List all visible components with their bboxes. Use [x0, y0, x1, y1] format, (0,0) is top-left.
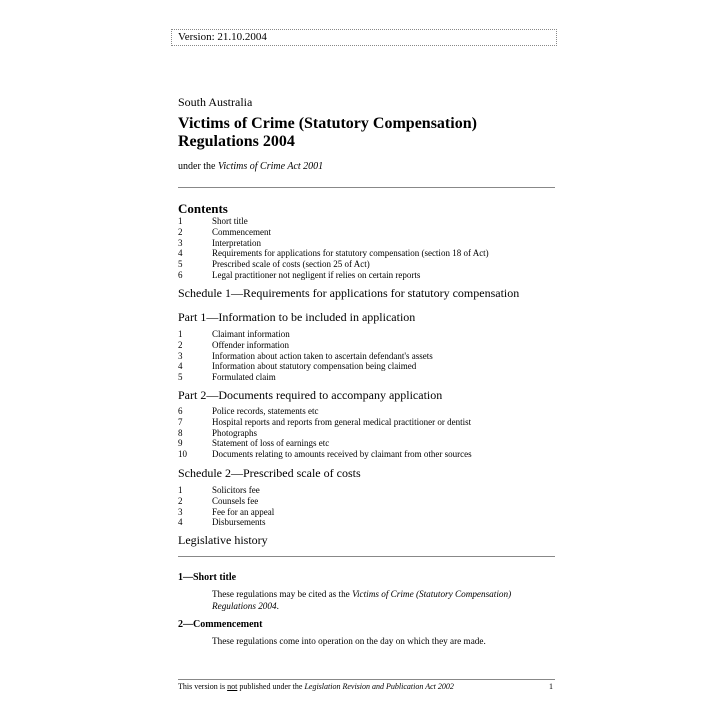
toc-part-1-list	[178, 329, 433, 383]
toc-entry[interactable]	[178, 238, 489, 249]
footer-middle: published under the	[237, 682, 305, 691]
toc-entry-number: 5	[178, 372, 183, 383]
section-2-heading: 2—Commencement	[178, 619, 263, 630]
version-box	[171, 29, 557, 46]
toc-entry-number: 4	[178, 248, 183, 259]
toc-entry[interactable]	[178, 485, 274, 496]
toc-legislative-history[interactable]: Legislative history	[178, 533, 268, 547]
contents-heading: Contents	[178, 201, 228, 216]
toc-entry-number: 1	[178, 485, 183, 495]
toc-entry-title: Counsels fee	[212, 495, 259, 506]
enabling-act-name: Victims of Crime Act 2001	[218, 161, 324, 172]
toc-schedule-1-heading[interactable]: Schedule 1—Requirements for applications for statutory compensation	[178, 286, 520, 300]
toc-entry-number: 6	[178, 406, 183, 416]
jurisdiction-label: South Australia	[178, 95, 253, 109]
toc-entry[interactable]	[178, 329, 433, 340]
toc-entry[interactable]	[178, 496, 274, 507]
section-1-body	[212, 588, 552, 612]
toc-entry-number: 7	[178, 416, 183, 427]
page-number: 1	[549, 682, 553, 691]
toc-entry-number: 1	[178, 216, 183, 226]
toc-entry-title: Formulated claim	[212, 372, 276, 383]
toc-entry-title: Disbursements	[212, 517, 266, 528]
toc-entry[interactable]	[178, 259, 489, 270]
toc-entry-number: 3	[178, 237, 183, 248]
toc-entry-title: Prescribed scale of costs (section 25 of Act)	[212, 259, 370, 270]
footer-act-name: Legislation Revision and Publication Act 2002	[304, 682, 454, 691]
toc-entry-number: 9	[178, 438, 183, 449]
footer-prefix: This version is	[178, 682, 228, 691]
toc-part-1-heading[interactable]: Part 1—Information to be included in application	[178, 310, 416, 324]
toc-entry-number: 10	[178, 449, 187, 460]
toc-entry-title: Hospital reports and reports from general medical practitioner or dentist	[212, 416, 472, 427]
toc-entry[interactable]	[178, 428, 472, 439]
section-2-body: These regulations come into operation on the day on which they are made.	[212, 636, 486, 646]
toc-entry[interactable]	[178, 507, 274, 518]
toc-entry[interactable]	[178, 449, 472, 460]
under-prefix: under the	[178, 161, 218, 172]
toc-schedule-2-heading[interactable]: Schedule 2—Prescribed scale of costs	[178, 466, 361, 480]
toc-entry-number: 2	[178, 495, 183, 506]
toc-entry-title: Offender information	[212, 339, 290, 350]
toc-part-2-list	[178, 406, 472, 460]
toc-entry-number: 1	[178, 329, 183, 339]
footer-not: not	[227, 682, 238, 691]
section-1-citation: Victims of Crime (Statutory Compensation) Regulations 2004	[212, 589, 512, 611]
section-1-text-prefix: These regulations may be cited as the	[212, 589, 353, 599]
enabling-act-line	[178, 161, 323, 172]
toc-entry-title: Interpretation	[212, 237, 261, 248]
toc-entry-title: Claimant information	[212, 329, 290, 339]
toc-schedule-2-list	[178, 485, 274, 528]
toc-entry[interactable]	[178, 438, 472, 449]
toc-main-list	[178, 216, 489, 281]
toc-entry[interactable]	[178, 340, 433, 351]
toc-entry[interactable]	[178, 417, 472, 428]
toc-entry-title: Commencement	[212, 226, 271, 237]
toc-entry[interactable]	[178, 270, 489, 281]
toc-entry-title: Fee for an appeal	[212, 506, 275, 517]
toc-entry[interactable]	[178, 406, 472, 417]
toc-entry-number: 4	[178, 517, 183, 528]
toc-entry[interactable]	[178, 517, 274, 528]
toc-entry-title: Documents relating to amounts received by claimant from other sources	[212, 449, 472, 460]
toc-entry-title: Short title	[212, 216, 248, 226]
document-title	[178, 115, 558, 151]
toc-entry-title: Information about statutory compensation being claimed	[212, 361, 417, 372]
toc-entry[interactable]	[178, 361, 433, 372]
toc-entry-number: 2	[178, 339, 183, 350]
toc-entry-title: Information about action taken to ascertain defendant's assets	[212, 350, 433, 361]
title-line-2: Regulations 2004	[178, 133, 295, 150]
toc-entry-number: 2	[178, 226, 183, 237]
toc-entry-title: Solicitors fee	[212, 485, 260, 495]
toc-entry-number: 3	[178, 506, 183, 517]
toc-entry[interactable]	[178, 227, 489, 238]
toc-entry-number: 3	[178, 350, 183, 361]
toc-entry-title: Requirements for applications for statutory compensation (section 18 of Act)	[212, 248, 489, 259]
toc-entry[interactable]	[178, 372, 433, 383]
toc-entry-title: Legal practitioner not negligent if relies on certain reports	[212, 269, 421, 280]
toc-entry-title: Photographs	[212, 427, 257, 438]
toc-entry[interactable]	[178, 351, 433, 362]
toc-entry-number: 4	[178, 361, 183, 372]
footer-divider	[178, 679, 555, 680]
section-1-heading: 1—Short title	[178, 572, 237, 583]
toc-entry-title: Statement of loss of earnings etc	[212, 438, 330, 449]
divider	[178, 187, 555, 188]
toc-entry-number: 6	[178, 269, 183, 280]
divider	[178, 556, 555, 557]
title-line-1: Victims of Crime (Statutory Compensation)	[178, 115, 477, 132]
section-1-text-suffix: .	[276, 601, 279, 611]
toc-entry-number: 8	[178, 427, 183, 438]
toc-entry-number: 5	[178, 259, 183, 270]
version-label: Version: 21.10.2004	[178, 31, 267, 43]
toc-entry-title: Police records, statements etc	[212, 406, 319, 416]
toc-entry[interactable]	[178, 248, 489, 259]
toc-part-2-heading[interactable]: Part 2—Documents required to accompany application	[178, 388, 443, 402]
toc-entry[interactable]	[178, 216, 489, 227]
footer-note	[178, 682, 454, 691]
